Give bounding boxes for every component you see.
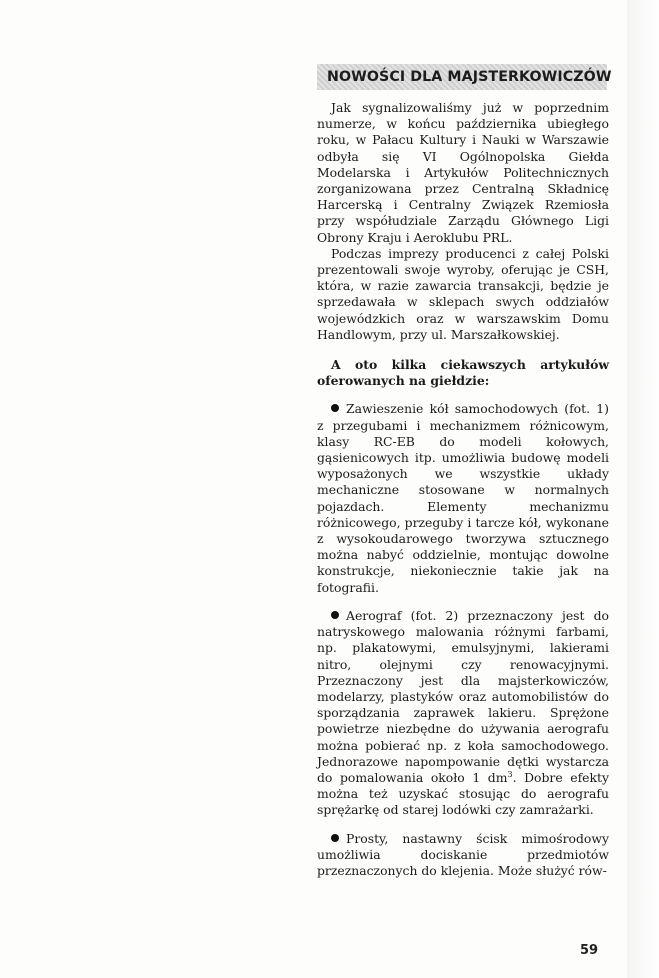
paragraph-producers: Podczas imprezy producenci z całej Polski prezentowali swoje wyroby, oferując je CSH, która, w razie zawarcia transakcji, będzie je sprzedawała w sklepach swych oddziałów wojewódzkich oraz w warszawskim Domu Handlowym, przy ul. Marszałkowskiej. xyxy=(317,245,609,342)
article-body xyxy=(317,100,609,879)
paragraph-subheading: A oto kilka ciekawszych artykułów oferowanych na giełdzie: xyxy=(317,357,609,389)
item-suspension-text: Zawieszenie kół samochodowych (fot. 1) z przegubami i mechanizmem różnicowym, klasy RC-EB do modeli kołowych, gąsienicowych itp. umożliwia budowę modeli wyposażonych we wszystkie układy mechaniczne stosowane w normalnych pojazdach. Elementy mechanizmu różnicowego, przeguby i tarcze kół, wykonane z wysokoudarowego tworzywa sztucznego można nabyć oddzielnie, montując dowolne konstrukcje, niekoniecznie takie jak na fotografii. xyxy=(317,401,609,595)
bullet-icon xyxy=(331,404,339,412)
page-number: 59 xyxy=(580,943,599,958)
superscript: 3 xyxy=(507,769,513,779)
scan-edge xyxy=(627,0,659,978)
item-clamp xyxy=(317,831,609,880)
section-heading: NOWOŚCI DLA MAJSTERKOWICZÓW xyxy=(317,64,607,90)
item-airbrush-text-end: . Dobre efekty można też uzyskać stosując do aerografu sprężarkę od starej lodówki czy zamrażarki. xyxy=(317,769,610,818)
paragraph-intro: Jak sygnalizowaliśmy już w poprzednim numerze, w końcu października ubiegłego roku, w Pałacu Kultury i Nauki w Warszawie odbyła się VI Ogólnopolska Giełda Modelarska i Artykułów Politechnicznych zorganizowana przez Centralną Składnicę Harcerską i Centralny Związek Rzemiosła przy współudziale Zarządu Głównego Ligi Obrony Kraju i Aeroklubu PRL. xyxy=(317,100,609,245)
bullet-icon xyxy=(331,611,339,619)
item-airbrush xyxy=(317,608,609,819)
bullet-icon xyxy=(331,834,339,842)
item-clamp-text: Prosty, nastawny ścisk mimośrodowy umożliwia dociskanie przedmiotów przeznaczonych do klejenia. Może służyć rów- xyxy=(317,830,609,878)
article-column xyxy=(317,64,612,879)
item-suspension xyxy=(317,401,609,595)
item-airbrush-text: Aerograf (fot. 2) przeznaczony jest do natryskowego malowania różnymi farbami, np. plakatowymi, emulsyjnymi, lakierami nitro, olejnymi czy renowacyjnymi. Przeznaczony jest dla majsterkowiczów, modelarzy, plastyków oraz automobilistów do sporządzania zaprawek lakieru. Sprężone powietrze niezbędne do używania aerografu można pobierać np. z koła samochodowego. Jednorazowe napompowanie dętki wystarcza do pomalowania około 1 dm xyxy=(317,607,609,785)
